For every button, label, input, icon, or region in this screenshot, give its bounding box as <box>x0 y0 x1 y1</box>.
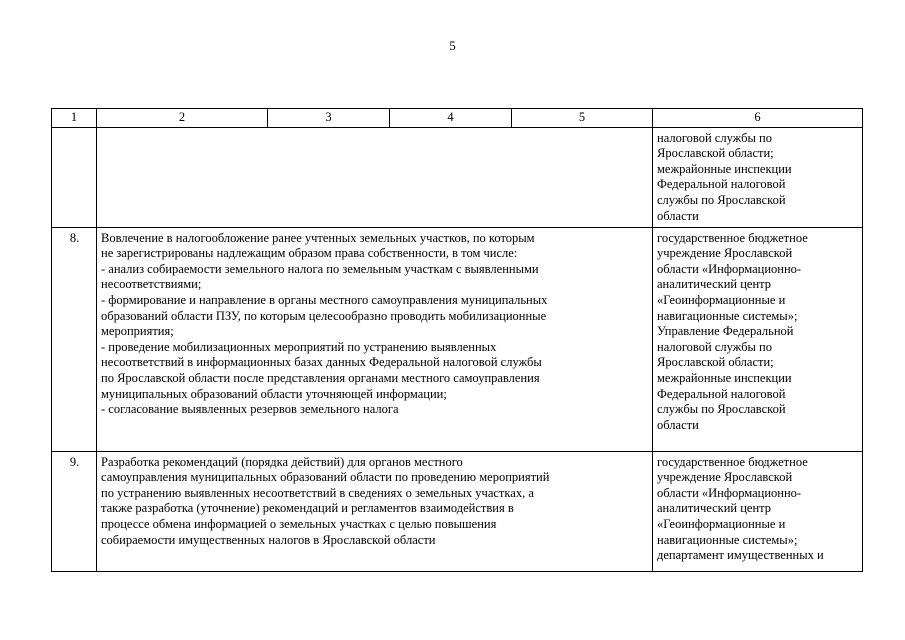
activity-description <box>97 127 653 227</box>
header-cell: 5 <box>512 109 653 128</box>
row-number: 8. <box>52 227 97 451</box>
table-row <box>52 127 863 227</box>
header-cell: 2 <box>97 109 268 128</box>
header-cell: 3 <box>268 109 390 128</box>
activity-description: Вовлечение в налогообложение ранее учтенных земельных участков, по которым не зарегистрированы надлежащим образом права собственности, в том числе: - анализ собираемости земельного налога по земельным участкам с выявленными несоответствиями; - формирование и направление в органы местного самоуправления муниципальных образований области ПЗУ, по которым целесообразно проводить мобилизационные мероприятия; - проведение мобилизационных мероприятий по устранению выявленных несоответствий в информационных базах данных Федеральной налоговой службы по Ярославской области после представления органами местного самоуправления муниципальных образований области уточняющей информации; - согласование выявленных резервов земельного налога <box>97 227 653 451</box>
table-header-row <box>52 109 863 128</box>
header-cell: 6 <box>653 109 863 128</box>
row-number: 9. <box>52 451 97 571</box>
activity-description: Разработка рекомендаций (порядка действий) для органов местного самоуправления муниципальных образований области по проведению мероприятий по устранению выявленных несоответствий в сведениях о земельных участках, а также разработка (уточнение) рекомендаций и регламентов взаимодействия в процессе обмена информацией о земельных участках с целью повышения собираемости имущественных налогов в Ярославской области <box>97 451 653 571</box>
page-number: 5 <box>449 38 456 53</box>
plan-table <box>51 108 863 572</box>
header-cell: 1 <box>52 109 97 128</box>
responsible-parties: налоговой службы по Ярославской области; межрайонные инспекции Федеральной налоговой службы по Ярославской области <box>653 127 863 227</box>
row-number <box>52 127 97 227</box>
responsible-parties: государственное бюджетное учреждение Ярославской области «Информационно- аналитический центр «Геоинформационные и навигационные системы»; департамент имущественных и <box>653 451 863 571</box>
table-row <box>52 227 863 451</box>
responsible-parties: государственное бюджетное учреждение Ярославской области «Информационно- аналитический центр «Геоинформационные и навигационные системы»; Управление Федеральной налоговой службы по Ярославской области; межрайонные инспекции Федеральной налоговой службы по Ярославской области <box>653 227 863 451</box>
table-row <box>52 451 863 571</box>
header-cell: 4 <box>390 109 512 128</box>
